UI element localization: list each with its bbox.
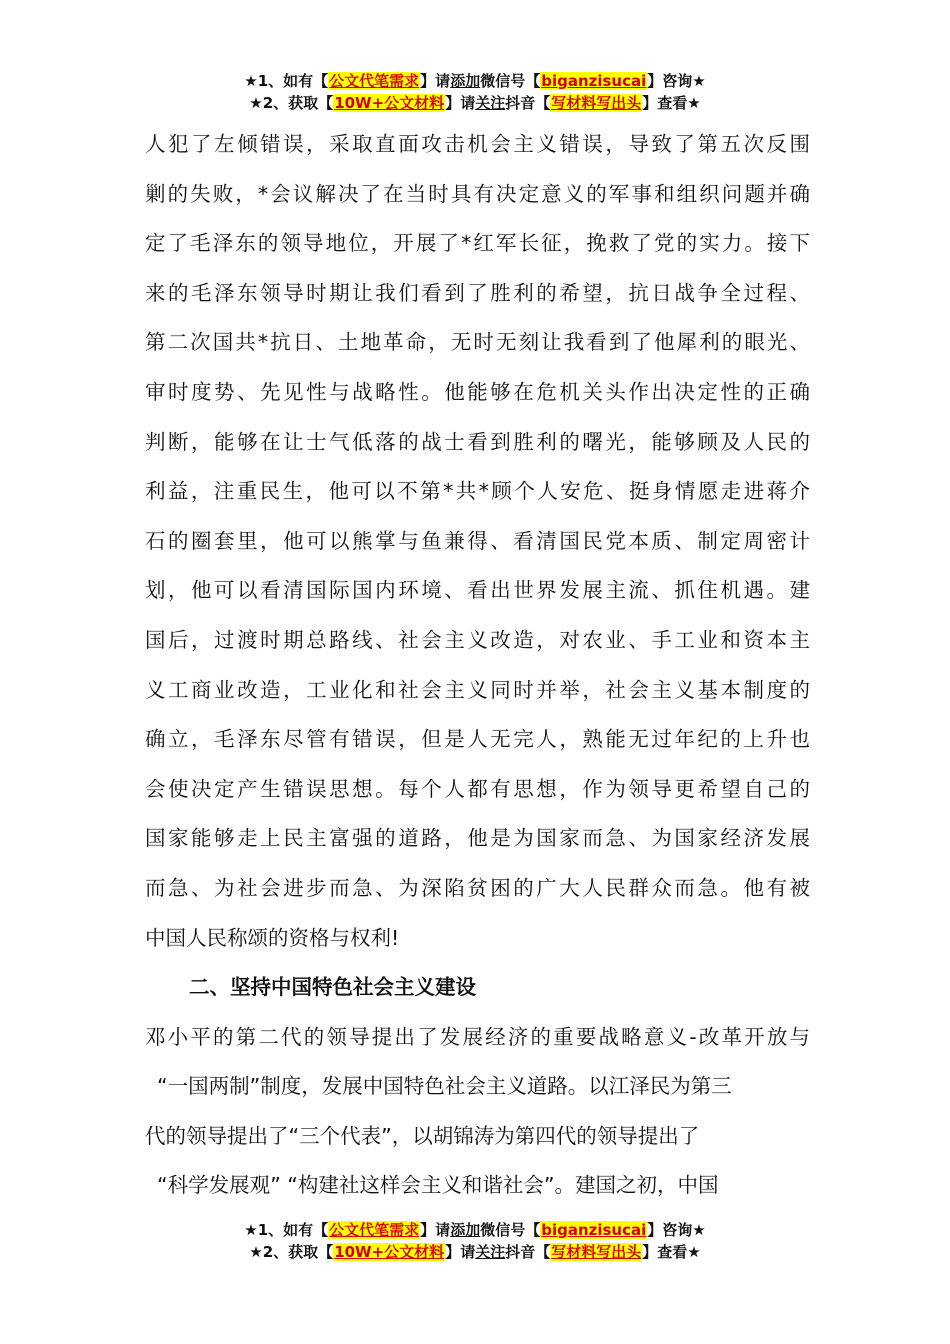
banner-text: 微信号【 [480, 72, 541, 90]
text-line: 中国人民称颂的资格与权利! [145, 925, 400, 950]
header-banner [0, 70, 950, 114]
banner-text: ★2、获取【 [249, 94, 334, 112]
banner-text: 】请 [445, 1243, 476, 1261]
banner-line-2 [0, 1241, 950, 1263]
section-heading: 二、坚持中国特色社会主义建设 [189, 975, 476, 1000]
text-line: 剿的失败，*会议解决了在当时具有决定意义的军事和组织问题并确 [145, 181, 810, 206]
banner-text: 微信号【 [480, 1221, 541, 1239]
text-line: 国家能够走上民主富强的道路，他是为国家而急、为国家经济发展 [145, 826, 810, 851]
banner-line-1 [0, 70, 950, 92]
banner-highlight: 10W+公文材料 [334, 1243, 445, 1261]
banner-text: 】查看★ [642, 1243, 701, 1261]
banner-text: 】咨询★ [647, 72, 706, 90]
banner-highlight: 写材料写出头 [551, 94, 642, 112]
text-line: 确立，毛泽东尽管有错误，但是人无完人，熟能无过年纪的上升也 [145, 727, 810, 752]
banner-text: 】请 [445, 94, 476, 112]
text-line: 会使决定产生错误思想。每个人都有思想，作为领导更希望自己的 [145, 776, 810, 801]
text-line: “一国两制”制度，发展中国特色社会主义道路。以江泽民为第三 [157, 1074, 732, 1099]
banner-highlight: 10W+公文材料 [334, 94, 445, 112]
banner-text: ★1、如有【 [244, 1221, 329, 1239]
text-line: 判断，能够在让士气低落的战士看到胜利的曙光，能够顾及人民的 [145, 429, 810, 454]
document-body [145, 120, 810, 1211]
banner-line-1 [0, 1219, 950, 1241]
banner-text: 】咨询★ [647, 1221, 706, 1239]
text-line: “科学发展观” “构建社这样会主义和谐社会”。建国之初，中国 [157, 1173, 719, 1198]
text-line: 国后，过渡时期总路线、社会主义改造，对农业、手工业和资本主 [145, 627, 810, 652]
banner-text: 抖音【 [505, 94, 551, 112]
banner-underline: 关注 [475, 94, 506, 112]
banner-highlight: 写材料写出头 [551, 1243, 642, 1261]
banner-text: ★2、获取【 [249, 1243, 334, 1261]
text-line: 邓小平的第二代的领导提出了发展经济的重要战略意义-改革开放与 [145, 1024, 810, 1049]
banner-text: 抖音【 [505, 1243, 551, 1261]
banner-text: ★1、如有【 [244, 72, 329, 90]
banner-underline: 添加 [450, 72, 481, 90]
banner-text: 】请 [420, 1221, 451, 1239]
text-line: 审时度势、先见性与战略性。他能够在危机关头作出决定性的正确 [145, 379, 810, 404]
footer-banner [0, 1219, 950, 1263]
banner-highlight: 公文代笔需求 [329, 72, 420, 90]
text-line: 而急、为社会进步而急、为深陷贫困的广大人民群众而急。他有被 [145, 875, 810, 900]
text-line: 来的毛泽东领导时期让我们看到了胜利的希望，抗日战争全过程、 [145, 280, 810, 305]
text-line: 人犯了左倾错误，采取直面攻击机会主义错误，导致了第五次反围 [145, 132, 810, 156]
text-line: 第二次国共*抗日、土地革命，无时无刻让我看到了他犀利的眼光、 [145, 330, 810, 355]
banner-text: 】查看★ [642, 94, 701, 112]
text-line: 定了毛泽东的领导地位，开展了*红军长征，挽救了党的实力。接下 [145, 231, 810, 256]
banner-highlight: 公文代笔需求 [329, 1221, 420, 1239]
text-line: 利益，注重民生，他可以不第*共*顾个人安危、挺身情愿走进蒋介 [145, 479, 810, 504]
banner-line-2 [0, 92, 950, 114]
banner-underline: 关注 [475, 1243, 506, 1261]
banner-highlight: biganzisucai [541, 72, 647, 90]
text-line: 代的领导提出了“三个代表”，以胡锦涛为第四代的领导提出了 [145, 1123, 700, 1148]
banner-text: 】请 [420, 72, 451, 90]
text-line: 划，他可以看清国际国内环境、看出世界发展主流、抓住机遇。建 [145, 578, 810, 603]
text-line: 义工商业改造，工业化和社会主义同时并举，社会主义基本制度的 [145, 677, 810, 702]
banner-highlight: biganzisucai [541, 1221, 647, 1239]
banner-underline: 添加 [450, 1221, 481, 1239]
text-line: 石的圈套里，他可以熊掌与鱼兼得、看清国民党本质、制定周密计 [145, 528, 810, 553]
